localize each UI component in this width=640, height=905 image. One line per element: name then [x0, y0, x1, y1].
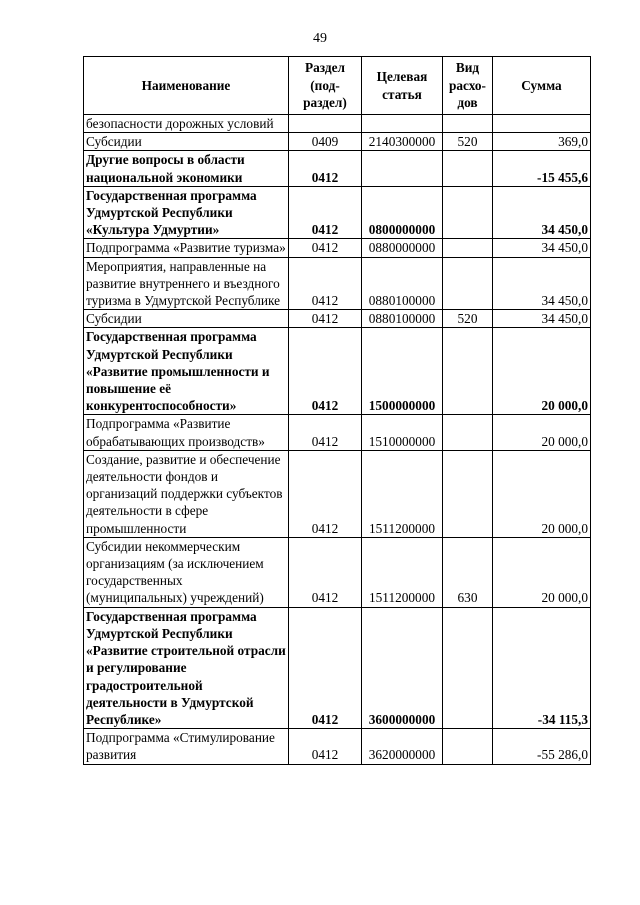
row-section-cell: 0412 — [289, 310, 362, 328]
table-row — [84, 257, 591, 310]
table-row — [84, 450, 591, 537]
table-row — [84, 729, 591, 764]
row-section-cell: 0412 — [289, 537, 362, 607]
row-target-cell: 1500000000 — [362, 328, 443, 415]
row-target-cell: 0880100000 — [362, 257, 443, 310]
row-name-cell: Государственная программа Удмуртской Республики «Культура Удмуртии» — [84, 186, 289, 239]
header-section: Раздел (под-раздел) — [289, 57, 362, 115]
row-section-cell: 0412 — [289, 415, 362, 450]
row-sum-cell: -55 286,0 — [493, 729, 591, 764]
row-kind-cell — [443, 328, 493, 415]
table-row — [84, 186, 591, 239]
row-target-cell: 2140300000 — [362, 133, 443, 151]
row-section-cell — [289, 115, 362, 133]
row-sum-cell: 20 000,0 — [493, 537, 591, 607]
row-kind-cell — [443, 239, 493, 257]
row-name-cell: Субсидии — [84, 133, 289, 151]
row-kind-cell — [443, 729, 493, 764]
row-target-cell — [362, 151, 443, 186]
row-sum-cell: -34 115,3 — [493, 607, 591, 728]
row-name-cell: Государственная программа Удмуртской Республики «Развитие промышленности и повышение её конкурентоспособности» — [84, 328, 289, 415]
header-target: Целевая статья — [362, 57, 443, 115]
row-sum-cell: 369,0 — [493, 133, 591, 151]
table-row — [84, 133, 591, 151]
table-row — [84, 310, 591, 328]
row-kind-cell: 520 — [443, 133, 493, 151]
budget-table — [83, 56, 591, 765]
row-sum-cell: 20 000,0 — [493, 450, 591, 537]
row-target-cell: 3600000000 — [362, 607, 443, 728]
row-sum-cell: 34 450,0 — [493, 186, 591, 239]
row-name-cell: Создание, развитие и обеспечение деятельности фондов и организаций поддержки субъектов деятельности в сфере промышленности — [84, 450, 289, 537]
table-row — [84, 151, 591, 186]
header-row — [84, 57, 591, 115]
row-kind-cell — [443, 607, 493, 728]
row-name-cell: Субсидии — [84, 310, 289, 328]
row-kind-cell — [443, 115, 493, 133]
table-row — [84, 239, 591, 257]
row-kind-cell — [443, 450, 493, 537]
row-sum-cell: 34 450,0 — [493, 257, 591, 310]
row-sum-cell: -15 455,6 — [493, 151, 591, 186]
table-body — [84, 115, 591, 765]
row-name-cell: Подпрограмма «Развитие туризма» — [84, 239, 289, 257]
row-sum-cell: 20 000,0 — [493, 328, 591, 415]
row-section-cell: 0412 — [289, 186, 362, 239]
row-kind-cell — [443, 415, 493, 450]
header-kind: Вид расхо-дов — [443, 57, 493, 115]
row-section-cell: 0409 — [289, 133, 362, 151]
table-row — [84, 328, 591, 415]
row-target-cell: 1511200000 — [362, 450, 443, 537]
row-section-cell: 0412 — [289, 729, 362, 764]
row-sum-cell: 34 450,0 — [493, 239, 591, 257]
row-target-cell: 1511200000 — [362, 537, 443, 607]
row-name-cell: Субсидии некоммерческим организациям (за исключением государственных (муниципальных) учреждений) — [84, 537, 289, 607]
row-kind-cell — [443, 186, 493, 239]
row-sum-cell: 20 000,0 — [493, 415, 591, 450]
row-name-cell: безопасности дорожных условий — [84, 115, 289, 133]
row-kind-cell: 520 — [443, 310, 493, 328]
table-row — [84, 537, 591, 607]
row-section-cell: 0412 — [289, 239, 362, 257]
row-name-cell: Государственная программа Удмуртской Республики «Развитие строительной отрасли и регулирование градостроительной деятельности в Удмуртской Республике» — [84, 607, 289, 728]
row-target-cell: 1510000000 — [362, 415, 443, 450]
row-target-cell: 0800000000 — [362, 186, 443, 239]
row-section-cell: 0412 — [289, 450, 362, 537]
row-section-cell: 0412 — [289, 151, 362, 186]
row-target-cell: 0880000000 — [362, 239, 443, 257]
row-target-cell: 3620000000 — [362, 729, 443, 764]
row-kind-cell — [443, 151, 493, 186]
row-section-cell: 0412 — [289, 328, 362, 415]
row-target-cell: 0880100000 — [362, 310, 443, 328]
page-number: 49 — [313, 31, 327, 46]
row-section-cell: 0412 — [289, 257, 362, 310]
table-row — [84, 607, 591, 728]
row-name-cell: Другие вопросы в области национальной экономики — [84, 151, 289, 186]
row-name-cell: Подпрограмма «Развитие обрабатывающих производств» — [84, 415, 289, 450]
row-name-cell: Подпрограмма «Стимулирование развития — [84, 729, 289, 764]
row-sum-cell: 34 450,0 — [493, 310, 591, 328]
row-sum-cell — [493, 115, 591, 133]
table-row — [84, 115, 591, 133]
row-kind-cell — [443, 257, 493, 310]
row-name-cell: Мероприятия, направленные на развитие внутреннего и въездного туризма в Удмуртской Республике — [84, 257, 289, 310]
table-row — [84, 415, 591, 450]
row-section-cell: 0412 — [289, 607, 362, 728]
row-kind-cell: 630 — [443, 537, 493, 607]
header-name: Наименование — [84, 57, 289, 115]
header-sum: Сумма — [493, 57, 591, 115]
row-target-cell — [362, 115, 443, 133]
